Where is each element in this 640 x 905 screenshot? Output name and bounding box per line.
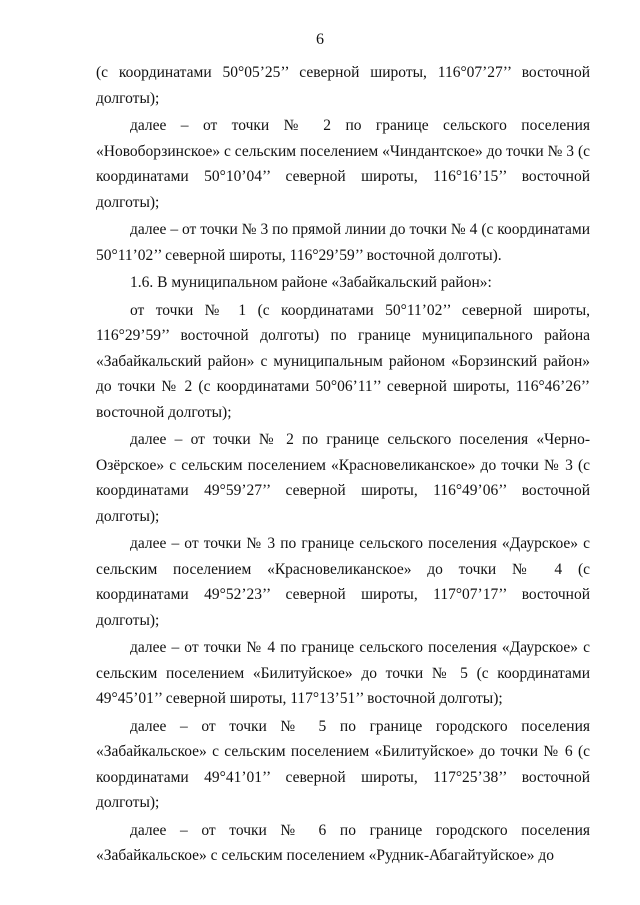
paragraph: далее – от точки № 2 по границе сельского поселения «Черно-Озёрское» с сельским поселением «Красновеликанское» до точки № 3 (с координатами 49°59’27’’ северной широты, 116°49’06’’ восточной долготы);	[96, 431, 590, 525]
paragraph: от точки № 1 (с координатами 50°11’02’’ северной широты, 116°29’59’’ восточной долготы) по границе муниципального района «Забайкальский район» с муниципальным районом «Борзинский район» до точки № 2 (с координатами 50°06’11’’ северной широты, 116°46’26’’ восточной долготы);	[96, 301, 590, 421]
paragraph: далее – от точки № 3 по границе сельского поселения «Даурское» с сельским поселением «Красновеликанское» до точки № 4 (с координатами 49°52’23’’ северной широты, 117°07’17’’ восточной долготы);	[96, 535, 590, 629]
section-heading: 1.6. В муниципальном районе «Забайкальский район»:	[130, 274, 492, 291]
paragraph: далее – от точки № 2 по границе сельского поселения «Новоборзинское» с сельским поселением «Чиндантское» до точки № 3 (с координатами 50°10’04’’ северной широты, 116°16’15’’ восточной долготы);	[96, 117, 590, 211]
paragraph: далее – от точки № 4 по границе сельского поселения «Даурское» с сельским поселением «Билитуйское» до точки № 5 (с координатами 49°45’01’’ северной широты, 117°13’51’’ восточной долготы);	[96, 639, 590, 707]
paragraph: далее – от точки № 3 по прямой линии до точки № 4 (с координатами 50°11’02’’ северной широты, 116°29’59’’ восточной долготы).	[96, 221, 590, 264]
page-number: 6	[316, 31, 324, 48]
paragraph-continuation: (с координатами 50°05’25’’ северной широты, 116°07’27’’ восточной долготы);	[96, 64, 590, 107]
document-body	[96, 60, 590, 869]
paragraph: далее – от точки № 5 по границе городского поселения «Забайкальское» с сельским поселением «Билитуйское» до точки № 6 (с координатами 49°41’01’’ северной широты, 117°25’38’’ восточной долготы);	[96, 717, 590, 811]
paragraph: далее – от точки № 6 по границе городского поселения «Забайкальское» с сельским поселением «Рудник-Абагайтуйское» до	[96, 821, 590, 864]
